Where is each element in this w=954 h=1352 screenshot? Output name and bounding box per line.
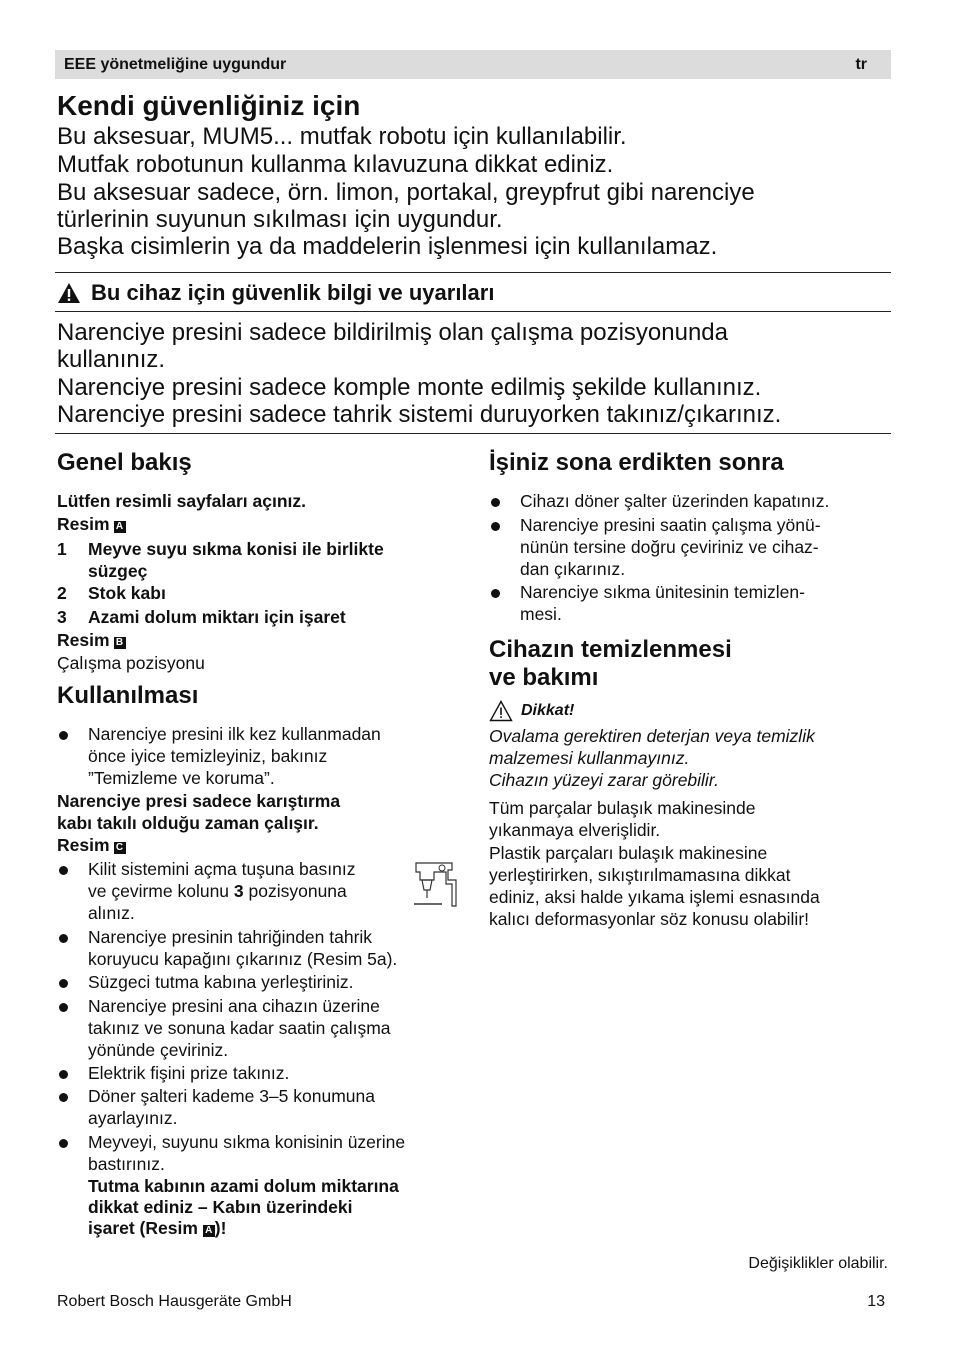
figure-a-label <box>57 513 126 535</box>
figure-c-text: Resim <box>57 835 110 855</box>
figure-b-label <box>57 629 126 651</box>
divider <box>55 311 891 312</box>
note-line: kabı takılı olduğu zaman çalışır. <box>57 813 319 833</box>
list-item <box>57 1085 457 1129</box>
position-number: 3 <box>233 881 244 901</box>
page-title: Kendi güvenliğiniz için <box>57 90 361 121</box>
care-paragraph-2 <box>489 842 820 930</box>
caution-triangle-icon <box>489 700 513 722</box>
bullet-icon <box>491 589 500 598</box>
item-number: 3 <box>57 607 67 627</box>
list-item <box>489 581 889 625</box>
figure-a-text: Resim <box>57 514 110 534</box>
intro-line-5: Başka cisimlerin ya da maddelerin işlenmesi için kullanılamaz. <box>57 233 718 260</box>
intro-line-2: Mutfak robotunun kullanma kılavuzuna dikkat ediniz. <box>57 151 614 178</box>
paragraph-line: Tüm parçalar bulaşık makinesinde <box>489 798 756 818</box>
paragraph-line: Plastik parçaları bulaşık makinesine <box>489 843 768 863</box>
item-text: ”Temizleme ve koruma”. <box>88 768 275 788</box>
item-text: Narenciye sıkma ünitesinin temizlen- <box>520 582 805 602</box>
item-text: Döner şalteri kademe 3–5 konumuna <box>88 1086 375 1106</box>
item-text: Narenciye presini ana cihazın üzerine <box>88 996 380 1016</box>
bullet-icon <box>59 1003 68 1012</box>
warning-heading-text: Bu cihaz için güvenlik bilgi ve uyarıları <box>91 280 495 305</box>
warning-triangle-icon <box>57 282 81 304</box>
list-item <box>57 971 457 993</box>
intro-line-3: Bu aksesuar sadece, örn. limon, portakal, greypfrut gibi narenciye <box>57 179 755 206</box>
item-text: mesi. <box>520 604 562 624</box>
item-text: alınız. <box>88 903 135 923</box>
bullet-icon <box>491 522 500 531</box>
figure-a-box: A <box>203 1225 215 1237</box>
bullet-icon <box>59 1139 68 1148</box>
caution-line: malzemesi kullanmayınız. <box>489 748 690 768</box>
caution-body <box>489 725 815 791</box>
item-text: koruyucu kapağını çıkarınız (Resim 5a). <box>88 949 398 969</box>
item-text: Cihazı döner şalter üzerinden kapatınız. <box>520 491 830 511</box>
paragraph-line: yerleştirirken, sıkıştırılmamasına dikkat <box>489 865 791 885</box>
warning-line-1: Narenciye presini sadece bildirilmiş olan çalışma pozisyonunda <box>57 319 728 346</box>
item-text: Süzgeci tutma kabına yerleştiriniz. <box>88 972 354 992</box>
figure-c-label <box>57 834 126 856</box>
changes-note: Değişiklikler olabilir. <box>748 1255 888 1272</box>
item-text: süzgeç <box>88 561 148 581</box>
item-text: Narenciye presini ilk kez kullanmadan <box>88 724 381 744</box>
paragraph-line: ediniz, aksi halde yıkama işlemi esnasında <box>489 887 820 907</box>
note-line: dikkat ediniz – Kabın üzerindeki <box>88 1197 353 1217</box>
divider <box>55 433 891 434</box>
item-number: 1 <box>57 539 67 559</box>
caution-label <box>489 700 574 722</box>
care-heading <box>489 636 732 692</box>
item-text: ayarlayınız. <box>88 1108 178 1128</box>
caution-line: Cihazın yüzeyi zarar görebilir. <box>489 770 719 790</box>
item-text: dan çıkarınız. <box>520 559 626 579</box>
bullet-icon <box>59 934 68 943</box>
item-text-part: ve çevirme kolunu <box>88 881 234 901</box>
note-text: işaret (Resim <box>88 1218 203 1238</box>
item-text: Narenciye presinin tahriğinden tahrik <box>88 927 373 947</box>
list-item <box>57 1062 457 1084</box>
figure-b-caption: Çalışma pozisyonu <box>57 653 205 673</box>
item-text-part: pozisyonuna <box>243 881 347 901</box>
list-item <box>57 926 457 970</box>
warning-line-3: Narenciye presini sadece komple monte edilmiş şekilde kullanınız. <box>57 374 762 401</box>
bullet-icon <box>59 731 68 740</box>
item-text: bastırınız. <box>88 1154 165 1174</box>
left-column <box>57 449 457 1252</box>
figure-b-text: Resim <box>57 630 110 650</box>
intro-line-1: Bu aksesuar, MUM5... mutfak robotu için kullanılabilir. <box>57 123 627 150</box>
list-item <box>57 995 457 1061</box>
item-text: önce iyice temizleyiniz, bakınız <box>88 746 328 766</box>
list-item <box>57 858 457 924</box>
item-text: nünün tersine doğru çeviriniz ve cihaz- <box>520 537 819 557</box>
overview-intro: Lütfen resimli sayfaları açınız. <box>57 491 306 511</box>
bullet-icon <box>491 498 500 507</box>
item-text: Azami dolum miktarı için işaret <box>88 607 346 627</box>
header-title: EEE yönetmeliğine uygundur <box>64 56 287 73</box>
care-paragraph-1 <box>489 797 756 841</box>
figure-c-box: C <box>114 842 126 854</box>
list-item <box>489 514 889 580</box>
appliance-diagram-icon <box>412 860 458 908</box>
item-text: takınız ve sonuna kadar saatin çalışma <box>88 1018 391 1038</box>
divider <box>55 272 891 273</box>
figure-b-box: B <box>114 637 126 649</box>
list-item <box>57 723 457 789</box>
company-name: Robert Bosch Hausgeräte GmbH <box>57 1293 292 1310</box>
list-item <box>57 1131 457 1175</box>
usage-note <box>57 790 340 834</box>
paragraph-line: kalıcı deformasyonlar söz konusu olabilir! <box>489 909 810 929</box>
item-text <box>88 880 457 902</box>
item-text: Kilit sistemini açma tuşuna basınız <box>88 859 356 879</box>
caution-text: Dikkat! <box>521 702 575 719</box>
right-column <box>489 449 889 952</box>
item-text: Narenciye presini saatin çalışma yönü- <box>520 515 821 535</box>
item-text: Stok kabı <box>88 583 166 603</box>
warning-line-4: Narenciye presini sadece tahrik sistemi duruyorken takınız/çıkarınız. <box>57 401 782 428</box>
after-use-heading: İşiniz sona erdikten sonra <box>489 449 784 476</box>
bullet-icon <box>59 1070 68 1079</box>
bullet-icon <box>59 979 68 988</box>
fill-limit-note <box>88 1176 399 1239</box>
item-text: yönünde çeviriniz. <box>88 1040 229 1060</box>
item-number: 2 <box>57 583 67 603</box>
page-number: 13 <box>867 1293 885 1310</box>
note-line <box>88 1218 399 1239</box>
header-bar <box>55 50 891 79</box>
figure-a-box: A <box>114 521 126 533</box>
paragraph-line: yıkanmaya elverişlidir. <box>489 820 661 840</box>
item-text: Elektrik fişini prize takınız. <box>88 1063 290 1083</box>
bullet-icon <box>59 866 68 875</box>
note-line: Tutma kabının azami dolum miktarına <box>88 1176 399 1196</box>
list-item <box>57 606 457 628</box>
list-item <box>57 538 457 582</box>
usage-heading: Kullanılması <box>57 682 199 709</box>
caution-line: Ovalama gerektiren deterjan veya temizlik <box>489 726 815 746</box>
note-line: Narenciye presi sadece karıştırma <box>57 791 341 811</box>
care-heading-line: Cihazın temizlenmesi <box>489 636 732 663</box>
bullet-icon <box>59 1093 68 1102</box>
warning-line-2: kullanınız. <box>57 346 166 373</box>
overview-heading: Genel bakış <box>57 449 192 476</box>
list-item <box>57 582 166 604</box>
intro-line-4: türlerinin suyunun sıkılması için uygundur. <box>57 206 503 233</box>
item-text: Meyveyi, suyunu sıkma konisinin üzerine <box>88 1132 406 1152</box>
language-code: tr <box>855 56 867 73</box>
note-text: )! <box>214 1218 227 1238</box>
care-heading-line: ve bakımı <box>489 664 599 691</box>
warning-heading <box>57 280 494 306</box>
list-item <box>489 490 889 512</box>
item-text: Meyve suyu sıkma konisi ile birlikte <box>88 539 384 559</box>
